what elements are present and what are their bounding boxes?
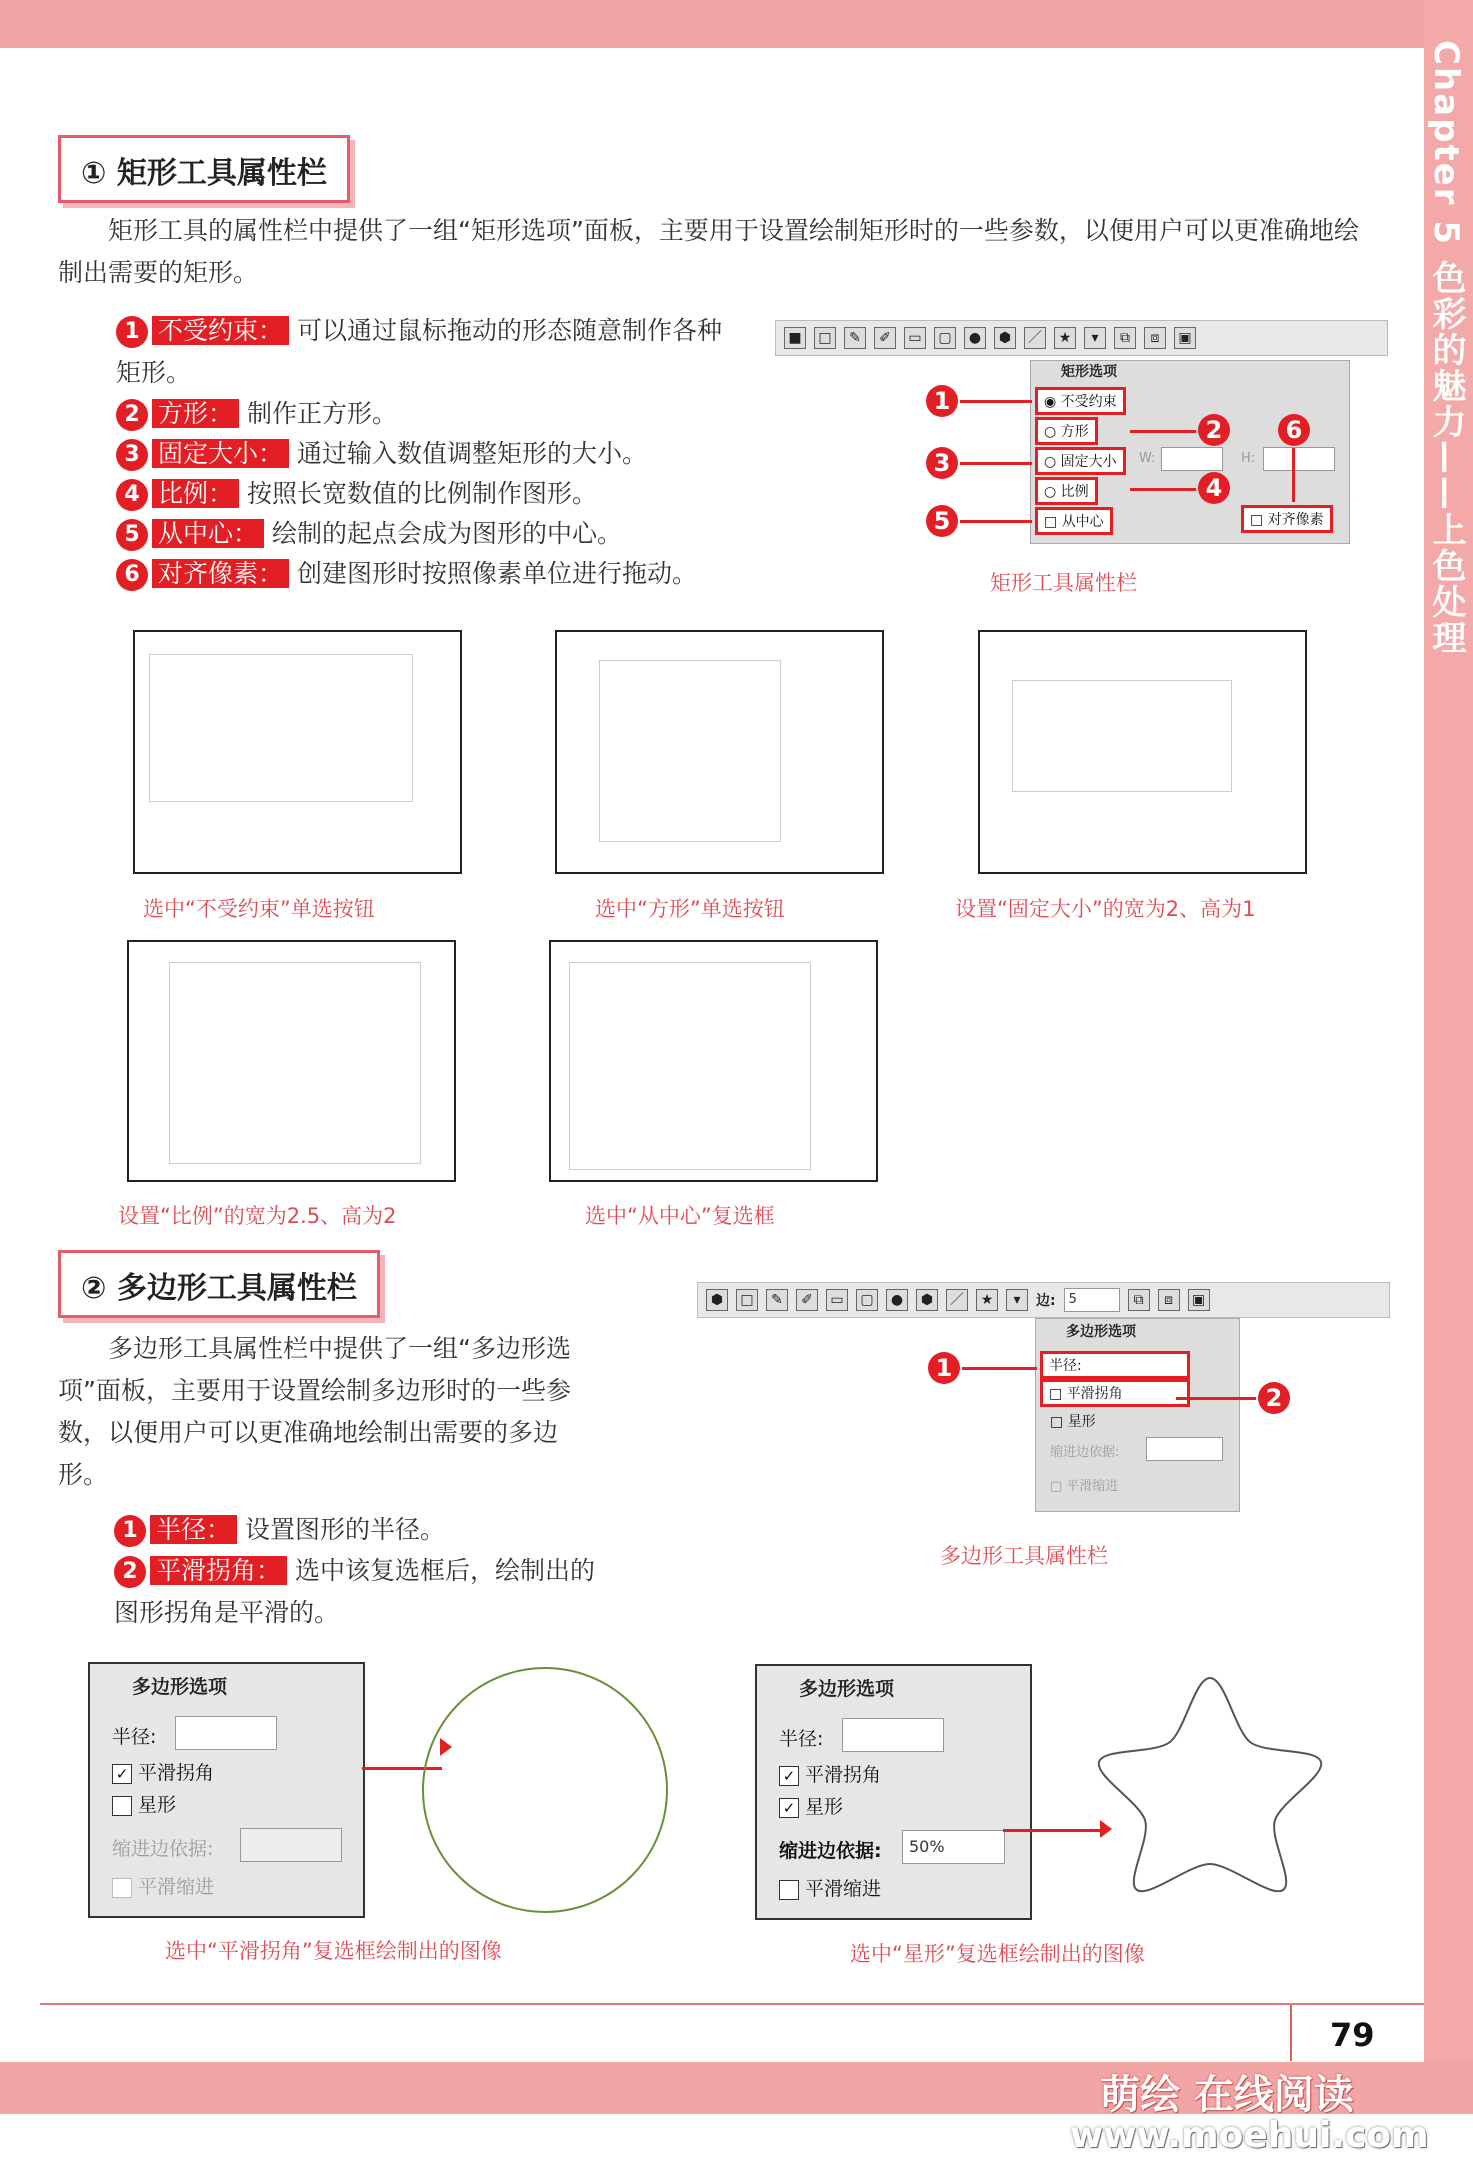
section1-intro: 矩形工具的属性栏中提供了一组“矩形选项”面板，主要用于设置绘制矩形时的一些参数，以便用户可以更准确地绘制出需要的矩形。: [58, 216, 1359, 287]
freeform-pen-icon[interactable]: ✐: [874, 327, 896, 349]
custom-shape-icon[interactable]: ★: [976, 1289, 998, 1311]
rectangle-tool-icon[interactable]: ▭: [826, 1289, 848, 1311]
rounded-rect-icon[interactable]: ▢: [934, 327, 956, 349]
callout-arrow: [1176, 1397, 1256, 1400]
callout-6: 6: [1278, 414, 1310, 446]
checkmark-icon: ✓: [779, 1766, 799, 1786]
callout-arrow: [1292, 448, 1295, 502]
star-example-caption: 选中“星形”复选框绘制出的图像: [850, 1942, 1145, 1966]
callout-arrow: [960, 400, 1032, 403]
item-number: 3: [116, 439, 148, 471]
item-number: 1: [116, 316, 148, 348]
checkbox-label: 平滑缩进: [805, 1878, 882, 1900]
option-proportional[interactable]: ○ 比例: [1035, 477, 1098, 505]
indent-by-input[interactable]: [1146, 1437, 1223, 1461]
option-label: 方形: [1060, 424, 1089, 440]
example-canvas-3: [978, 630, 1307, 874]
top-band: [0, 0, 1473, 48]
option-label: 比例: [1060, 484, 1089, 500]
item-label: 从中心：: [152, 519, 264, 548]
option-label: 平滑缩进: [1066, 1479, 1119, 1494]
smooth-indents-checkbox[interactable]: [112, 1872, 214, 1899]
checkbox-box: [779, 1880, 799, 1900]
poly-item-2: [58, 1550, 618, 1634]
smooth-corners-checkbox[interactable]: [779, 1760, 881, 1787]
rect-panel-title: 矩形选项: [1061, 364, 1117, 380]
checkbox-label: 星形: [805, 1796, 844, 1818]
callout-3: 3: [926, 447, 958, 479]
rect-toolbar: [775, 320, 1388, 356]
polygon-panel-title: 多边形选项: [1066, 1324, 1136, 1340]
item-3: [58, 434, 738, 474]
item-desc: 设置图形的半径。: [244, 1515, 445, 1544]
combine-icon[interactable]: ⧉: [1128, 1289, 1150, 1311]
width-input[interactable]: [1161, 447, 1223, 471]
item-label: 方形：: [152, 399, 239, 428]
checkmark-icon: ✓: [112, 1764, 132, 1784]
radius-label: 半径:: [112, 1726, 157, 1748]
item-label: 比例：: [152, 479, 239, 508]
item-desc: 按照长宽数值的比例制作图形。: [246, 479, 597, 508]
indent-by-label: 缩进边依据:: [112, 1838, 214, 1860]
section2-intro: 多边形工具属性栏中提供了一组“多边形选项”面板，主要用于设置绘制多边形时的一些参数，以便用户可以更准确地绘制出需要的多边形。: [58, 1334, 571, 1489]
poly-callout-1: 1: [928, 1352, 960, 1384]
item-desc: 可以通过鼠标拖动的形态随意制作各种矩形。: [116, 316, 722, 387]
ellipse-tool-icon[interactable]: ●: [964, 327, 986, 349]
drawn-proportional-rectangle: [169, 962, 421, 1164]
example-caption-2: 选中“方形”单选按钮: [595, 897, 785, 921]
combine-icon[interactable]: ⧉: [1114, 327, 1136, 349]
section1-items: [58, 310, 738, 594]
height-label: H:: [1241, 451, 1256, 466]
footer-url: www.moehui.com: [1070, 2115, 1429, 2156]
polygon-panel-caption: 多边形工具属性栏: [940, 1544, 1108, 1568]
callout-arrow: [1130, 488, 1196, 491]
poly-item-1: [58, 1510, 618, 1550]
checkbox-label: 星形: [138, 1794, 177, 1816]
callout-2: 2: [1198, 414, 1230, 446]
item-number: 4: [116, 479, 148, 511]
pen-tool-icon[interactable]: ✎: [844, 327, 866, 349]
item-number: 5: [116, 519, 148, 551]
item-5: [58, 514, 738, 554]
item-label: 不受约束：: [152, 316, 289, 345]
rectangle-tool-icon[interactable]: ▭: [904, 327, 926, 349]
smooth-indents-checkbox[interactable]: [779, 1874, 881, 1901]
option-unconstrained[interactable]: ◉ 不受约束: [1035, 387, 1126, 415]
sides-input[interactable]: 5: [1064, 1288, 1120, 1312]
star-panel: [755, 1664, 1032, 1920]
checkbox-box: [112, 1878, 132, 1898]
item-label: 平滑拐角：: [150, 1556, 287, 1585]
example-caption-5: 选中“从中心”复选框: [585, 1204, 775, 1228]
option-square[interactable]: ○ 方形: [1035, 417, 1098, 445]
rect-shape-icon[interactable]: ■: [784, 327, 806, 349]
polygon-options-panel: [1035, 1318, 1240, 1512]
line-tool-icon[interactable]: ／: [1024, 327, 1046, 349]
rounded-rect-icon[interactable]: ▢: [856, 1289, 878, 1311]
option-label: 星形: [1067, 1414, 1096, 1430]
poly-callout-2: 2: [1258, 1382, 1290, 1414]
checkbox-box: [112, 1796, 132, 1816]
option-label: 对齐像素: [1267, 512, 1324, 528]
drawn-rectangle: [149, 654, 413, 802]
pen-tool-icon[interactable]: ✎: [766, 1289, 788, 1311]
star-checkbox[interactable]: [112, 1790, 176, 1817]
star-option[interactable]: □ 星形: [1050, 1414, 1096, 1430]
callout-arrow: [962, 1367, 1037, 1370]
example-caption-4: 设置“比例”的宽为2.5、高为2: [118, 1204, 397, 1228]
section1-title: ① 矩形工具属性栏: [58, 135, 350, 203]
checkbox-label: 平滑缩进: [138, 1876, 215, 1898]
line-tool-icon[interactable]: ／: [946, 1289, 968, 1311]
star-checkbox[interactable]: [779, 1792, 843, 1819]
rect-options-panel: [1030, 360, 1350, 544]
indent-by-label: 缩进边依据:: [779, 1840, 882, 1862]
panel-title: 多边形选项: [799, 1678, 895, 1700]
radius-input[interactable]: [842, 1718, 944, 1752]
section2-items: [58, 1510, 618, 1634]
subtract-icon[interactable]: ⧈: [1158, 1289, 1180, 1311]
item-number: 1: [114, 1515, 146, 1547]
smooth-indents-option[interactable]: □ 平滑缩进: [1050, 1479, 1119, 1494]
example-caption-1: 选中“不受约束”单选按钮: [143, 897, 375, 921]
page-number: 79: [1330, 2016, 1375, 2054]
path-mode-icon[interactable]: □: [814, 327, 836, 349]
indent-by-input[interactable]: 50%: [902, 1830, 1005, 1864]
callout-arrow: [960, 462, 1032, 465]
option-label: 不受约束: [1060, 394, 1117, 410]
path-mode-icon[interactable]: □: [736, 1289, 758, 1311]
option-snap-pixels[interactable]: □ 对齐像素: [1241, 505, 1333, 533]
options-dropdown-icon[interactable]: ▾: [1084, 327, 1106, 349]
smooth-corners-checkbox[interactable]: [112, 1758, 214, 1785]
item-number: 2: [114, 1556, 146, 1588]
panel-title: 多边形选项: [132, 1676, 228, 1698]
item-label: 固定大小：: [152, 439, 289, 468]
item-number: 2: [116, 399, 148, 431]
drawn-center-rectangle: [569, 962, 811, 1170]
item-2: [58, 394, 738, 434]
intersect-icon[interactable]: ▣: [1188, 1289, 1210, 1311]
callout-arrow: [1130, 430, 1196, 433]
radius-label: 半径:: [779, 1728, 824, 1750]
item-label: 半径：: [150, 1515, 237, 1544]
item-6: [58, 554, 738, 594]
polygon-tool-icon[interactable]: ⬢: [994, 327, 1016, 349]
smooth-example-caption: 选中“平滑拐角”复选框绘制出的图像: [165, 1939, 502, 1963]
rect-panel-caption: 矩形工具属性栏: [990, 571, 1137, 595]
callout-4: 4: [1198, 472, 1230, 504]
indent-by-label: 缩进边依据:: [1050, 1445, 1120, 1460]
drawn-square: [599, 660, 781, 842]
polygon-tool-icon[interactable]: ⬢: [916, 1289, 938, 1311]
item-desc: 通过输入数值调整矩形的大小。: [296, 439, 647, 468]
sides-label: 边:: [1036, 1293, 1056, 1309]
option-fixed-size[interactable]: ○ 固定大小: [1035, 447, 1126, 475]
intersect-icon[interactable]: ▣: [1174, 327, 1196, 349]
polygon-toolbar: [697, 1282, 1390, 1318]
polygon-shape-icon[interactable]: ⬢: [706, 1289, 728, 1311]
indent-by-input[interactable]: [240, 1828, 342, 1862]
smooth-corners-panel: [88, 1662, 365, 1918]
option-label: 从中心: [1061, 514, 1104, 530]
options-dropdown-icon[interactable]: ▾: [1006, 1289, 1028, 1311]
smooth-polygon-result: [415, 1660, 675, 1920]
radius-input[interactable]: [175, 1716, 277, 1750]
item-desc: 选中该复选框后，绘制出的图形拐角是平滑的。: [114, 1556, 595, 1627]
star-polygon-result: [1085, 1660, 1335, 1900]
example-caption-3: 设置“固定大小”的宽为2、高为1: [955, 897, 1256, 921]
callout-5: 5: [926, 505, 958, 537]
footer-line: [40, 2003, 1424, 2005]
option-label: 固定大小: [1060, 454, 1117, 470]
item-desc: 创建图形时按照像素单位进行拖动。: [296, 559, 697, 588]
item-1: [58, 310, 738, 394]
height-input[interactable]: [1263, 447, 1335, 471]
drawn-fixed-rectangle: [1012, 680, 1232, 792]
subtract-icon[interactable]: ⧈: [1144, 327, 1166, 349]
item-number: 6: [116, 559, 148, 591]
checkmark-icon: ✓: [779, 1798, 799, 1818]
example-canvas-5: [549, 940, 878, 1182]
item-desc: 绘制的起点会成为图形的中心。: [271, 519, 622, 548]
checkbox-label: 平滑拐角: [138, 1762, 215, 1784]
callout-arrow: [960, 520, 1032, 523]
width-label: W:: [1139, 451, 1156, 466]
radius-option[interactable]: 半径:: [1040, 1351, 1190, 1379]
option-from-center[interactable]: □ 从中心: [1035, 507, 1113, 535]
smooth-corners-option[interactable]: □ 平滑拐角: [1040, 1379, 1190, 1407]
checkbox-label: 平滑拐角: [805, 1764, 882, 1786]
example-canvas-2: [555, 630, 884, 874]
footer-brand: 萌绘 在线阅读: [1100, 2072, 1354, 2118]
custom-shape-icon[interactable]: ★: [1054, 327, 1076, 349]
example-canvas-1: [133, 630, 462, 874]
item-label: 对齐像素：: [152, 559, 289, 588]
section2-title: ② 多边形工具属性栏: [58, 1250, 380, 1318]
item-4: [58, 474, 738, 514]
option-label: 平滑拐角: [1066, 1386, 1123, 1402]
ellipse-tool-icon[interactable]: ●: [886, 1289, 908, 1311]
callout-1: 1: [926, 385, 958, 417]
item-desc: 制作正方形。: [246, 399, 397, 428]
freeform-pen-icon[interactable]: ✐: [796, 1289, 818, 1311]
example-canvas-4: [127, 940, 456, 1182]
chapter-label: Chapter 5 色彩的魅力——上色处理: [1426, 40, 1466, 656]
